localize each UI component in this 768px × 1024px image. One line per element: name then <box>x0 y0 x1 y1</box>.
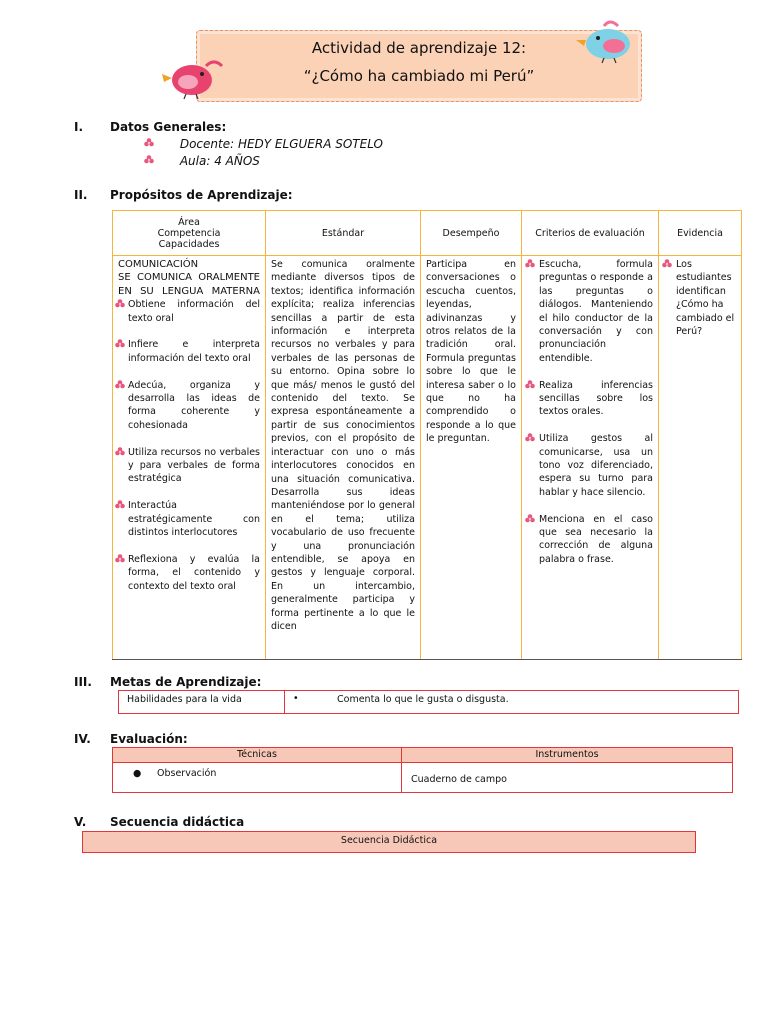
flower-bullet-icon <box>115 380 125 390</box>
table-header-row <box>113 211 742 256</box>
col-instrumentos: Instrumentos <box>535 749 599 760</box>
flower-bullet-icon <box>525 514 535 524</box>
header-area-line: Área <box>178 216 200 228</box>
estandar-text: Se comunica oralmente mediante diversos tipos de textos; identifica información explícita; realiza inferencias sencillas a partir de esta información e interpreta recursos no verbales y para verbales de las personas de su entorno. Opina sobre lo que más/ menos le gustó del contenido del texto. Se expresa espontáneamente a partir de sus conocimientos previos, con el propósito de interactuar con uno o más interlocutores conocidos en una situación comunicativa. Desarrolla sus ideas manteniéndose por lo general en el tema; utiliza vocabulario de uso frecuente y una pronunciación entendible, se apoya en gestos y lenguaje corporal. En un intercambio, generalmente participa y forma pertinente a lo que le dicen <box>271 259 415 632</box>
capacidad-text: Adecúa, organiza y desarrolla las ideas de forma coherente y cohesionada <box>128 379 260 431</box>
header-area <box>113 211 266 256</box>
flower-bullet-icon <box>115 447 125 457</box>
criterio-text: Utiliza gestos al comunicarse, usa un tono voz diferenciado, espera su turno para hablar y hace silencio. <box>539 433 653 498</box>
instrumento-value: Cuaderno de campo <box>411 774 507 785</box>
section-number: V. <box>74 815 87 829</box>
competencia-name <box>118 271 260 298</box>
header-estandar: Estándar <box>266 211 421 256</box>
criterios-cell <box>522 256 659 660</box>
estandar-cell <box>266 256 421 660</box>
col-tecnicas: Técnicas <box>237 749 277 760</box>
section-title: Secuencia didáctica <box>110 815 245 829</box>
header-criterios: Criterios de evaluación <box>522 211 659 256</box>
capacidad-item <box>118 553 260 593</box>
desempeno-cell <box>421 256 522 660</box>
aula-text: Aula: 4 AÑOS <box>179 154 260 168</box>
header-capacidades-line: Capacidades <box>158 238 220 250</box>
header-evidencia: Evidencia <box>659 211 742 256</box>
criterio-text: Escucha, formula preguntas o responde a las preguntas o diálogos. Manteniendo el hilo conductor de la conversación y con pronunciación entendible. <box>539 259 653 364</box>
capacidad-text: Infiere e interpreta información del texto oral <box>128 339 260 364</box>
criterio-item <box>527 432 653 499</box>
flower-bullet-icon <box>115 339 125 349</box>
blue-bird-icon <box>574 18 644 64</box>
evidencia-item <box>664 258 736 338</box>
section-number: I. <box>74 120 84 134</box>
aula-row <box>144 154 260 168</box>
activity-title: Actividad de aprendizaje 12: <box>311 39 527 57</box>
section-title: Propósitos de Aprendizaje: <box>110 188 293 202</box>
flower-bullet-icon <box>525 380 535 390</box>
header-desempeno: Desempeño <box>421 211 522 256</box>
criterio-text: Menciona en el caso que sea necesario la corrección de alguna palabra o frase. <box>539 513 653 565</box>
evaluacion-table <box>112 747 733 793</box>
capacidad-item <box>118 298 260 325</box>
table-row <box>113 256 742 660</box>
flower-bullet-icon <box>115 554 125 564</box>
metas-text: Comenta lo que le gusta o disgusta. <box>337 694 509 705</box>
flower-bullet-icon <box>115 500 125 510</box>
header-competencia-line: Competencia <box>157 227 221 239</box>
criterio-item <box>527 258 653 365</box>
evidencia-cell <box>659 256 742 660</box>
criterio-item <box>527 513 653 567</box>
docente-text: Docente: HEDY ELGUERA SOTELO <box>179 137 383 151</box>
metas-table <box>118 690 739 714</box>
capacidad-item <box>118 338 260 365</box>
section-number: III. <box>74 675 92 689</box>
flower-bullet-icon <box>115 299 125 309</box>
purposes-table <box>112 210 742 660</box>
flower-bullet-icon <box>662 259 672 269</box>
evidencia-text: Los estudiantes identifican ¿Cómo ha cambiado el Perú? <box>676 259 735 338</box>
capacidad-item <box>118 499 260 539</box>
section-title: Datos Generales: <box>110 120 227 134</box>
criterio-text: Realiza inferencias sencillas sobre los textos orales. <box>539 379 653 418</box>
section-title: Evaluación: <box>110 732 188 746</box>
criterio-item <box>527 379 653 419</box>
metas-label: Habilidades para la vida <box>127 694 242 705</box>
area-cell <box>113 256 266 660</box>
secuencia-header <box>82 831 696 853</box>
flower-bullet-icon <box>525 259 535 269</box>
section-title: Metas de Aprendizaje: <box>110 675 262 689</box>
secuencia-header-text: Secuencia Didáctica <box>340 835 438 846</box>
area-name: COMUNICACIÓN <box>118 259 199 270</box>
pink-bird-icon <box>158 60 228 100</box>
section-number: IV. <box>74 732 91 746</box>
competencia-text: SE COMUNICA ORALMENTE EN SU LENGUA MATERNA <box>118 272 260 297</box>
capacidad-text: Reflexiona y evalúa la forma, el contenido y contexto del texto oral <box>128 553 260 592</box>
flower-bullet-icon <box>144 138 154 148</box>
capacidad-item <box>118 379 260 433</box>
flower-bullet-icon <box>525 433 535 443</box>
docente-row <box>144 137 383 151</box>
capacidad-item <box>118 446 260 486</box>
tecnica-value: Observación <box>157 768 217 779</box>
activity-subtitle: “¿Cómo ha cambiado mi Perú” <box>303 67 535 85</box>
dot-bullet: ● <box>133 768 142 779</box>
flower-bullet-icon <box>144 155 154 165</box>
metas-bullet: • <box>293 693 299 704</box>
capacidad-text: Utiliza recursos no verbales y para verbales de forma estratégica <box>128 446 260 485</box>
desempeno-text: Participa en conversaciones o escucha cuentos, leyendas, adivinanzas y otros relatos de la tradición oral. Formula preguntas sobre lo que le interesa saber o lo que no ha comprendido o responde a lo que le preguntan. <box>426 259 516 445</box>
capacidad-text: Obtiene información del texto oral <box>128 299 260 324</box>
capacidad-text: Interactúa estratégicamente con distintos interlocutores <box>128 500 260 539</box>
section-number: II. <box>74 188 88 202</box>
